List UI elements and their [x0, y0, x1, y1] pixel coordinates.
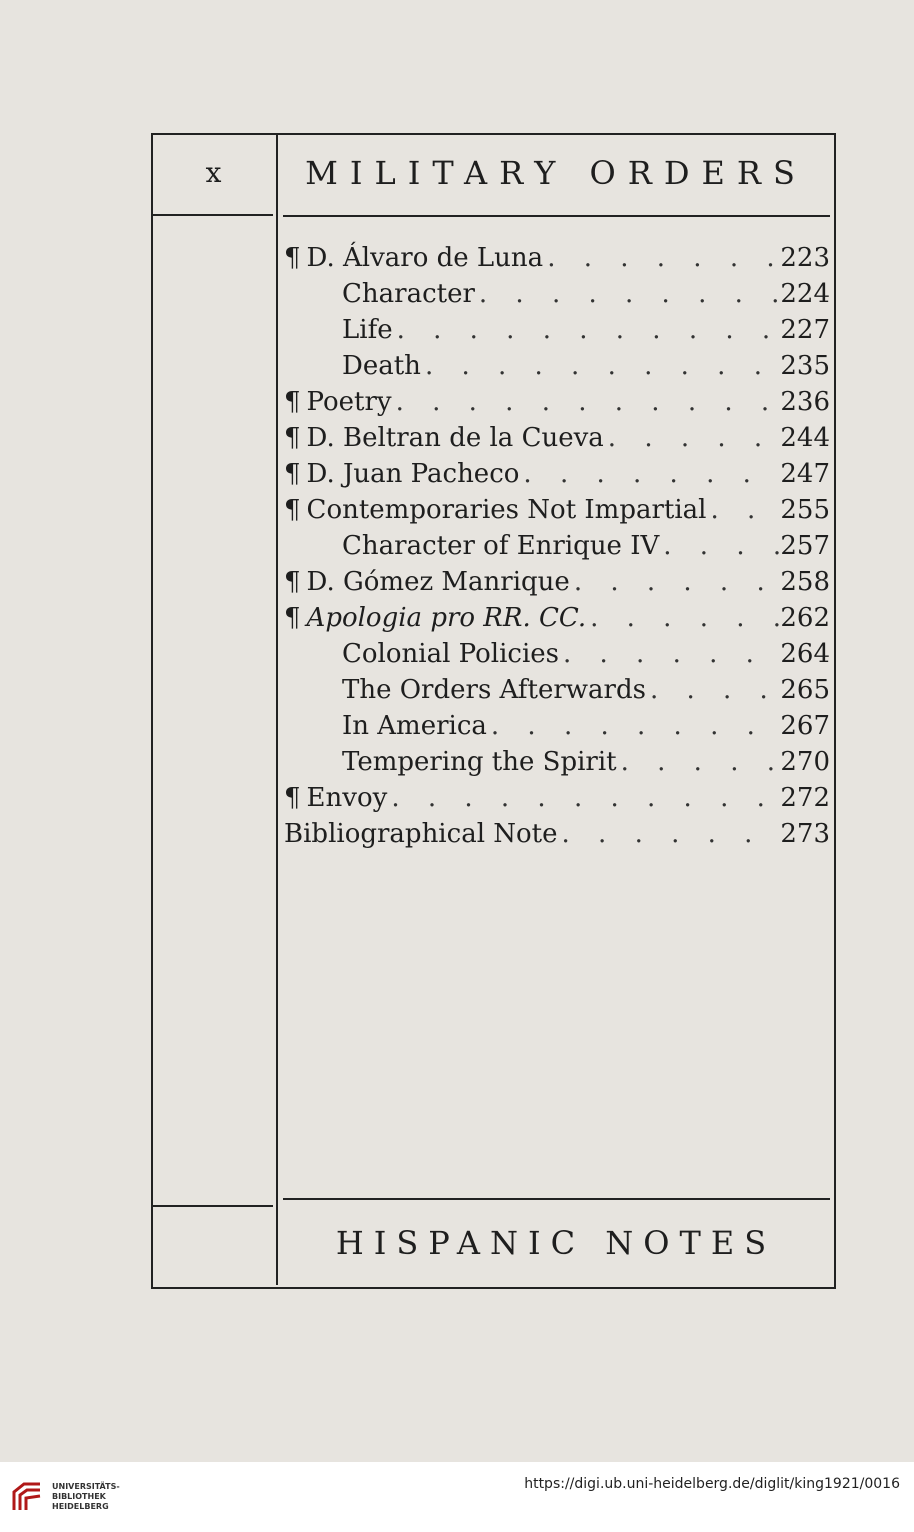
- toc-entry-text: Tempering the Spirit: [342, 747, 617, 777]
- toc-entry-title: [284, 312, 393, 348]
- toc-entry-title: [284, 708, 487, 744]
- table-of-contents: [284, 240, 830, 852]
- toc-entry: [284, 600, 830, 636]
- toc-entry-text: Poetry: [306, 387, 392, 417]
- toc-entry-page: 247: [780, 459, 830, 489]
- dot-leader: [487, 708, 780, 744]
- toc-entry-text: Bibliographical Note: [284, 819, 558, 849]
- toc-entry-page: 267: [780, 711, 830, 741]
- library-logo-icon: [10, 1480, 44, 1514]
- toc-entry: [284, 708, 830, 744]
- toc-entry-text: The Orders Afterwards: [342, 675, 646, 705]
- running-footer: HISPANIC NOTES: [335, 1224, 777, 1262]
- dot-leader: [519, 456, 780, 492]
- toc-entry-page: 272: [780, 783, 830, 813]
- toc-entry-text: Character: [342, 279, 475, 309]
- dot-leader: [387, 780, 780, 816]
- toc-entry-page: 262: [780, 603, 830, 633]
- toc-entry: [284, 492, 830, 528]
- toc-entry-title: [284, 564, 570, 600]
- pilcrow-mark: ¶: [284, 387, 301, 417]
- pilcrow-mark: ¶: [284, 495, 301, 525]
- toc-entry: [284, 672, 830, 708]
- toc-entry-page: 255: [780, 495, 830, 525]
- toc-entry-text: Death: [342, 351, 421, 381]
- toc-entry: [284, 420, 830, 456]
- toc-entry: [284, 384, 830, 420]
- dot-leader: [392, 384, 781, 420]
- toc-entry-page: 264: [780, 639, 830, 669]
- toc-entry-page: 265: [780, 675, 830, 705]
- toc-entry-text: D. Beltran de la Cueva: [306, 423, 604, 453]
- toc-entry-text: Life: [342, 315, 393, 345]
- toc-entry-text: D. Gómez Manrique: [306, 567, 570, 597]
- library-bar: [0, 1462, 914, 1532]
- header-rule-left: [153, 214, 273, 216]
- toc-entry-title: [284, 636, 559, 672]
- source-url-link[interactable]: https://digi.ub.uni-heidelberg.de/diglit/king1921/0016: [524, 1476, 900, 1492]
- dot-leader: [543, 240, 780, 276]
- dot-leader: [586, 600, 780, 636]
- dot-leader: [570, 564, 781, 600]
- library-name: UNIVERSITÄTS- BIBLIOTHEK HEIDELBERG: [52, 1482, 120, 1511]
- toc-entry: [284, 564, 830, 600]
- dot-leader: [421, 348, 780, 384]
- toc-entry-text: Apologia pro RR. CC.: [306, 603, 587, 633]
- toc-entry: [284, 240, 830, 276]
- dot-leader: [659, 528, 780, 564]
- toc-entry: [284, 456, 830, 492]
- running-title: MILITARY ORDERS: [305, 154, 807, 192]
- toc-entry-title: [284, 816, 558, 852]
- toc-entry-text: D. Álvaro de Luna: [306, 243, 544, 273]
- footer-rule-right: [283, 1198, 830, 1200]
- toc-entry: [284, 348, 830, 384]
- toc-entry-page: 235: [780, 351, 830, 381]
- toc-entry-title: [284, 276, 475, 312]
- toc-entry-page: 223: [780, 243, 830, 273]
- pilcrow-mark: ¶: [284, 603, 301, 633]
- pilcrow-mark: ¶: [284, 459, 301, 489]
- toc-entry-page: 227: [780, 315, 830, 345]
- toc-entry-title: [284, 600, 586, 636]
- toc-entry-page: 270: [780, 747, 830, 777]
- toc-entry-title: [284, 240, 543, 276]
- page-number: x: [205, 156, 223, 189]
- toc-entry-text: Character of Enrique IV: [342, 531, 660, 561]
- toc-entry-title: [284, 780, 387, 816]
- dot-leader: [646, 672, 780, 708]
- toc-entry: [284, 744, 830, 780]
- toc-entry: [284, 780, 830, 816]
- dot-leader: [393, 312, 781, 348]
- toc-entry-page: 257: [780, 531, 830, 561]
- dot-leader: [707, 492, 781, 528]
- dot-leader: [604, 420, 781, 456]
- toc-entry-page: 273: [780, 819, 830, 849]
- pilcrow-mark: ¶: [284, 243, 301, 273]
- toc-entry-title: [284, 456, 519, 492]
- toc-entry-page: 224: [780, 279, 830, 309]
- footer-rule-left: [153, 1205, 273, 1207]
- dot-leader: [617, 744, 781, 780]
- dot-leader: [558, 816, 781, 852]
- toc-entry: [284, 816, 830, 852]
- header-rule-right: [283, 215, 830, 217]
- toc-entry-title: [284, 744, 617, 780]
- toc-entry-page: 244: [780, 423, 830, 453]
- toc-entry-text: Envoy: [306, 783, 388, 813]
- toc-entry: [284, 528, 830, 564]
- toc-entry-page: 258: [780, 567, 830, 597]
- pilcrow-mark: ¶: [284, 783, 301, 813]
- dot-leader: [559, 636, 780, 672]
- toc-entry: [284, 636, 830, 672]
- toc-entry-page: 236: [780, 387, 830, 417]
- toc-entry-title: [284, 384, 392, 420]
- pilcrow-mark: ¶: [284, 567, 301, 597]
- toc-entry-title: [284, 528, 659, 564]
- pilcrow-mark: ¶: [284, 423, 301, 453]
- toc-entry-text: Colonial Policies: [342, 639, 559, 669]
- toc-entry-title: [284, 672, 646, 708]
- toc-entry-text: In America: [342, 711, 487, 741]
- toc-entry: [284, 312, 830, 348]
- toc-entry: [284, 276, 830, 312]
- toc-entry-title: [284, 492, 707, 528]
- toc-entry-text: D. Juan Pacheco: [306, 459, 520, 489]
- toc-entry-title: [284, 348, 421, 384]
- dot-leader: [475, 276, 780, 312]
- toc-entry-title: [284, 420, 604, 456]
- frame-divider: [276, 133, 278, 1285]
- toc-entry-text: Contemporaries Not Impartial: [306, 495, 707, 525]
